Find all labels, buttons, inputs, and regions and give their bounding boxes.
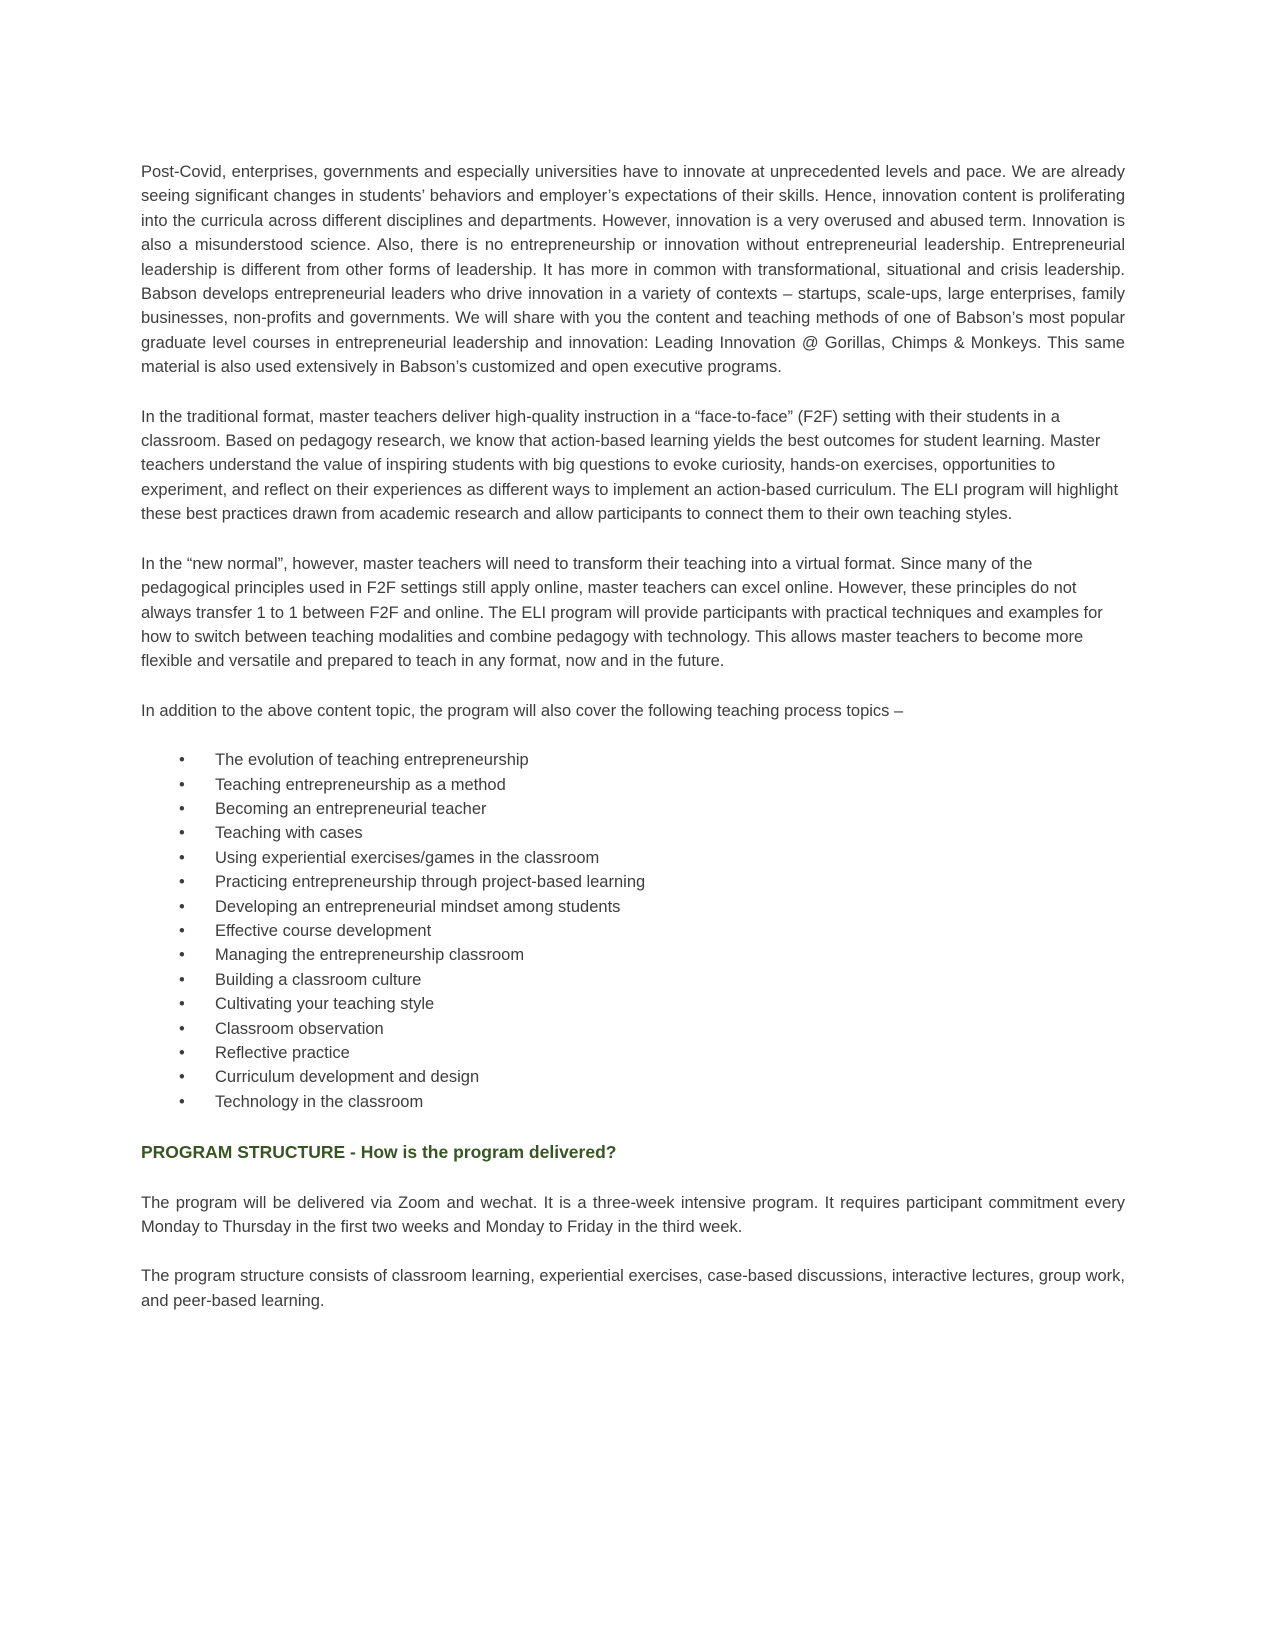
list-item: • Effective course development — [141, 919, 1125, 943]
program-structure-paragraph: The program structure consists of classroom learning, experiential exercises, case-based discussions, interactive lectures, group work, and peer-based learning. — [141, 1267, 1125, 1310]
list-item: • Reflective practice — [141, 1041, 1125, 1065]
program-delivery-paragraph: The program will be delivered via Zoom and wechat. It is a three-week intensive program. It requires participant commitment every Monday to Thursday in the first two weeks and Monday to Friday in the third week. — [141, 1193, 1125, 1237]
list-item: • Teaching entrepreneurship as a method — [141, 773, 1125, 797]
teaching-topics-list — [141, 748, 1125, 1114]
list-item: • Cultivating your teaching style — [141, 992, 1125, 1016]
list-item: • Teaching with cases — [141, 821, 1125, 845]
list-item: • The evolution of teaching entrepreneurship — [141, 748, 1125, 772]
list-item: • Using experiential exercises/games in the classroom — [141, 846, 1125, 870]
list-item: • Building a classroom culture — [141, 968, 1125, 992]
program-structure-heading: PROGRAM STRUCTURE - How is the program delivered? — [141, 1142, 617, 1163]
new-normal-paragraph: In the “new normal”, however, master teachers will need to transform their teaching into a virtual format. Since many of the pedagogical principles used in F2F settings still apply online, master teachers can excel online. However, these principles do not always transfer 1 to 1 between F2F and online. The ELI program will provide participants with practical techniques and examples for how to switch between teaching modalities and combine pedagogy with technology. This allows master teachers to become more flexible and versatile and prepared to teach in any format, now and in the future. — [141, 554, 1103, 671]
list-item: • Developing an entrepreneurial mindset among students — [141, 895, 1125, 919]
topics-intro-line: In addition to the above content topic, the program will also cover the following teaching process topics – — [141, 701, 904, 720]
list-item: • Becoming an entrepreneurial teacher — [141, 797, 1125, 821]
list-item: • Classroom observation — [141, 1017, 1125, 1041]
list-item: • Managing the entrepreneurship classroom — [141, 943, 1125, 967]
list-item: • Practicing entrepreneurship through project-based learning — [141, 870, 1125, 894]
intro-paragraph: Post-Covid, enterprises, governments and especially universities have to innovate at unprecedented levels and pace. We are already seeing significant changes in students’ behaviors and employer’s expectations of their skills. Hence, innovation content is proliferating into the curricula across different disciplines and departments. However, innovation is a very overused and abused term. Innovation is also a misunderstood science. Also, there is no entrepreneurship or innovation without entrepreneurial leadership. Entrepreneurial leadership is different from other forms of leadership. It has more in common with transformational, situational and crisis leadership. Babson develops entrepreneurial leaders who drive innovation in a variety of contexts – startups, scale-ups, large enterprises, family businesses, non-profits and governments. We will share with you the content and teaching methods of one of Babson’s most popular graduate level courses in entrepreneurial leadership and innovation: Leading Innovation @ Gorillas, Chimps & Monkeys. This same material is also used extensively in Babson’s customized and open executive programs. — [141, 163, 1125, 377]
list-item: • Technology in the classroom — [141, 1090, 1125, 1114]
list-item: • Curriculum development and design — [141, 1065, 1125, 1089]
traditional-format-paragraph: In the traditional format, master teachers deliver high-quality instruction in a “face-to-face” (F2F) setting with their students in a classroom. Based on pedagogy research, we know that action-based learning yields the best outcomes for student learning. Master teachers understand the value of inspiring students with big questions to evoke curiosity, hands-on exercises, opportunities to experiment, and reflect on their experiences as different ways to implement an action-based curriculum. The ELI program will highlight these best practices drawn from academic research and allow participants to connect them to their own teaching styles. — [141, 407, 1119, 524]
